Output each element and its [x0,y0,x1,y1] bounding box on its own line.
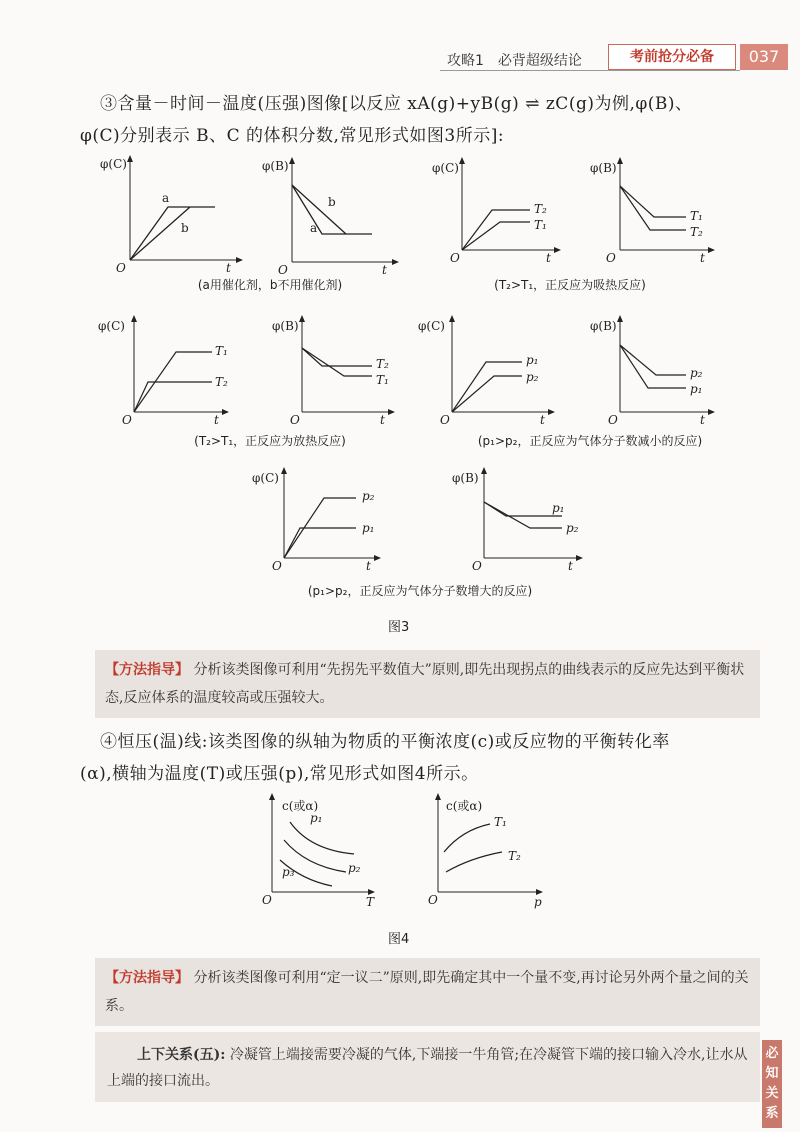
fig4-label: 图4 [388,932,410,947]
svg-text:φ(B): φ(B) [590,161,617,175]
graph-r1-2 [262,159,396,277]
graph-r2-4 [590,318,712,427]
fig4-graph-1 [262,796,375,909]
svg-text:O: O [290,413,300,427]
svg-text:t: t [546,251,551,265]
para4-line2: (α),横轴为温度(T)或压强(p),常见形式如图4所示。 [80,764,479,784]
svg-text:φ(B): φ(B) [452,471,479,485]
para4-line1: ④恒压(温)线:该类图像的纵轴为物质的平衡浓度(c)或反应物的平衡转化率 [100,732,670,752]
svg-text:φ(C): φ(C) [98,319,125,333]
svg-text:T₂: T₂ [215,375,228,389]
svg-text:p₃: p₃ [282,865,295,879]
svg-text:t: t [700,251,705,265]
svg-text:t: t [366,559,371,573]
graph-r2-2 [272,318,392,427]
svg-text:O: O [428,893,438,907]
svg-text:p₂: p₂ [690,366,703,380]
svg-text:T₂: T₂ [508,849,521,863]
svg-text:O: O [606,251,616,265]
method-key: 【方法指导】 [105,970,189,986]
fig4-graph-2 [428,796,542,909]
graph-r2-1 [98,318,228,427]
axis-label: φ(C) [100,157,127,171]
svg-text:T₂: T₂ [690,225,703,239]
note-text: 冷凝管上端接需要冷凝的气体,下端接一牛角管;在冷凝管下端的接口输入冷水,让水从上端的接口流出。 [107,1047,748,1089]
svg-text:φ(B): φ(B) [272,319,299,333]
side-tab: 必知关系 [762,1040,782,1128]
fig3-caption-3: (T₂>T₁，正反应为放热反应) [194,434,346,448]
svg-text:φ(B): φ(B) [590,319,617,333]
svg-text:c(或α): c(或α) [446,799,483,813]
svg-text:T₁: T₁ [534,218,547,232]
page-number: 037 [740,44,788,70]
svg-text:p₁: p₁ [552,501,565,515]
para3-line1: ③含量－时间－温度(压强)图像[以反应 xA(g)+yB(g) ⇌ zC(g)为例,φ(B)、 [100,94,693,114]
method-text: 分析该类图像可利用“先拐先平数值大”原则,即先出现拐点的曲线表示的反应先达到平衡状态,反应体系的温度较高或压强较大。 [105,662,745,706]
svg-text:p₂: p₂ [526,370,539,384]
para3-line2: φ(C)分别表示 B、C 的体积分数,常见形式如图3所示]: [80,126,505,146]
header-tag: 考前抢分必备 [608,44,736,70]
svg-text:t: t [382,263,387,277]
svg-text:p₂: p₂ [362,489,375,503]
svg-text:φ(B): φ(B) [262,159,289,173]
svg-text:t: t [226,261,231,275]
svg-text:p₁: p₁ [362,521,375,535]
svg-text:b: b [181,221,189,235]
svg-text:c(或α): c(或α) [282,799,319,813]
fig3-caption-5: (p₁>p₂，正反应为气体分子数增大的反应) [307,584,533,598]
fig3-label: 图3 [388,620,410,635]
svg-text:t: t [214,413,219,427]
svg-text:p₁: p₁ [526,353,539,367]
svg-text:t: t [380,413,385,427]
note-box [95,1032,760,1102]
svg-text:p: p [534,895,542,909]
svg-text:T₂: T₂ [376,357,389,371]
svg-text:O: O [262,893,272,907]
svg-text:a: a [162,191,170,205]
svg-text:O: O [122,413,132,427]
svg-text:φ(C): φ(C) [252,471,279,485]
svg-text:φ(C): φ(C) [432,161,459,175]
svg-text:O: O [116,261,126,275]
svg-text:O: O [278,263,288,277]
svg-text:T₁: T₁ [376,373,389,387]
para4 [80,726,760,790]
svg-text:O: O [272,559,282,573]
graph-r1-4 [590,160,712,265]
svg-text:t: t [540,413,545,427]
svg-text:a: a [310,221,318,235]
svg-text:O: O [608,413,618,427]
svg-text:O: O [450,251,460,265]
note-title: 上下关系(五): [137,1047,226,1063]
svg-text:p₁: p₁ [310,811,323,825]
svg-text:p₂: p₂ [348,861,361,875]
svg-text:φ(C): φ(C) [418,319,445,333]
svg-text:b: b [328,195,336,209]
graph-r2-3 [418,318,552,427]
svg-text:p₁: p₁ [690,382,703,396]
svg-text:O: O [440,413,450,427]
graph-r1-1 [100,157,240,275]
method-key: 【方法指导】 [105,662,189,678]
fig3-caption-2: (T₂>T₁，正反应为吸热反应) [494,278,646,292]
graph-r3-2 [452,470,580,573]
svg-text:O: O [472,559,482,573]
svg-text:T₁: T₁ [690,209,703,223]
method-box-2 [95,958,760,1026]
graph-r3-1 [252,470,378,573]
svg-text:T₁: T₁ [494,815,507,829]
fig3-caption-4: (p₁>p₂，正反应为气体分子数减小的反应) [477,434,703,448]
svg-text:t: t [700,413,705,427]
svg-text:T₂: T₂ [534,202,547,216]
method-box-1 [95,650,760,718]
graph-r1-3 [432,160,558,265]
section-title: 攻略1 必背超级结论 [447,53,582,69]
fig3-caption-1: (a用催化剂，b不用催化剂) [197,278,343,292]
svg-text:t: t [568,559,573,573]
svg-text:T: T [366,895,375,909]
svg-text:p₂: p₂ [566,521,579,535]
svg-text:T₁: T₁ [215,344,228,358]
method-text: 分析该类图像可利用“定一议二”原则,即先确定其中一个量不变,再讨论另外两个量之间的关系。 [105,970,749,1014]
